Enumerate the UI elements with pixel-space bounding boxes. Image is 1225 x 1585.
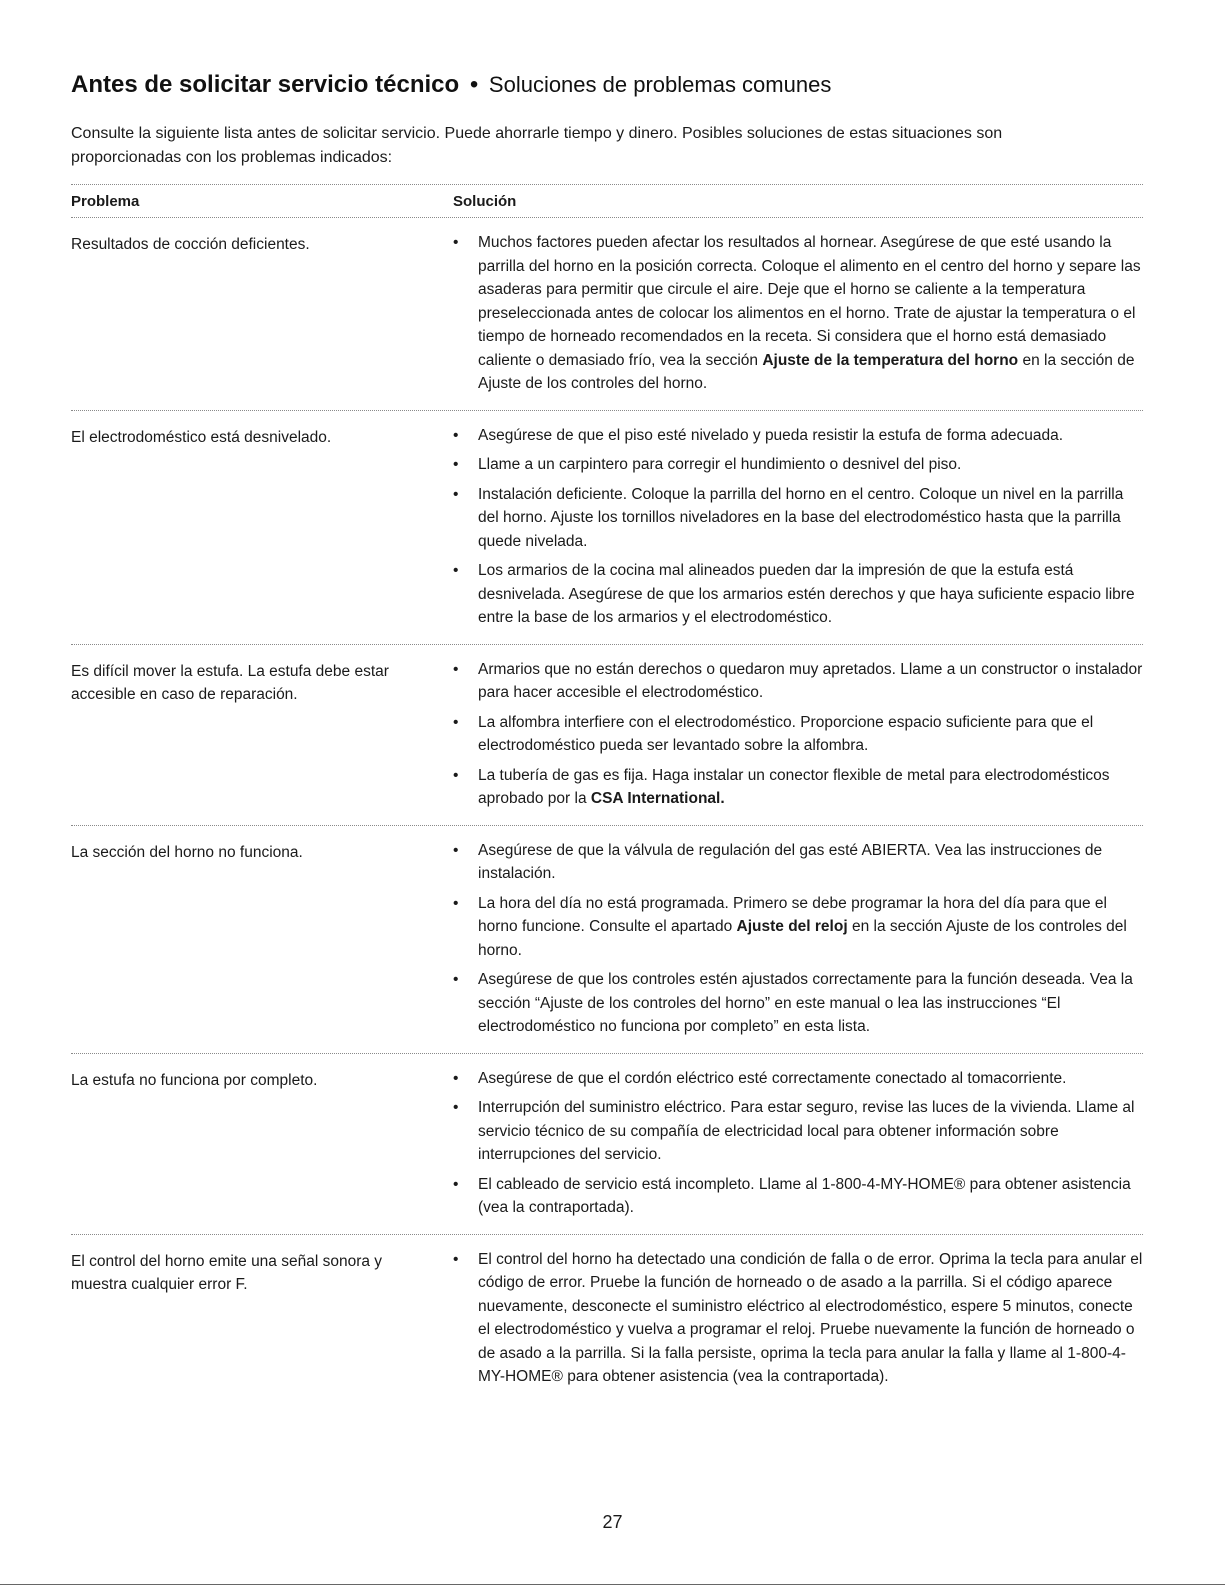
table-row [71,1235,1143,1403]
header-solution: Solución [453,192,517,210]
solution-item [453,231,1143,396]
solution-item [453,764,1143,811]
solution-item [453,658,1143,705]
solution-text: Asegúrese de que la válvula de regulación del gas esté ABIERTA. Vea las instrucciones de instalación. [478,841,1103,882]
solution-cell [453,1248,1143,1395]
solution-text: La tubería de gas es fija. Haga instalar un conector flexible de metal para electrodomésticos aprobado por la [478,766,1110,807]
solution-text: Los armarios de la cocina mal alineados pueden dar la impresión de que la estufa está desnivelada. Asegúrese de que los armarios estén derechos y que haya suficiente espacio libre entre la base de los armarios y el electrodoméstico. [478,562,1135,626]
problem-cell: El control del horno emite una señal sonora y muestra cualquier error F. [71,1252,383,1293]
title-subtitle: Soluciones de problemas comunes [488,72,832,97]
title-main: Antes de solicitar servicio técnico [71,71,460,98]
table-row [71,411,1143,644]
bullet-icon: • [453,841,459,859]
page-content [71,70,1143,1403]
solution-list [453,658,1143,811]
bullet-icon: • [453,1069,459,1087]
solution-item [453,1248,1143,1389]
solution-text: Instalación deficiente. Coloque la parrilla del horno en el centro. Coloque un nivel en la parrilla del horno. Ajuste los tornillos niveladores en la base del electrodoméstico hasta que la parrilla quede nivelada. [478,485,1124,550]
bullet-icon: • [453,234,459,251]
page-title [71,70,1143,100]
solution-item [453,424,1143,448]
bullet-icon: • [453,426,459,444]
solution-text: La hora del día no está programada. Primero se debe programar la hora del día para que el horno funcione. Consulte el apartado [478,894,1107,935]
solution-text: Interrupción del suministro eléctrico. Para estar seguro, revise las luces de la vivienda. Llame al servicio técnico de su compañía de electricidad local para obtener información sobre interrupciones del servicio. [478,1099,1135,1163]
solution-text: La alfombra interfiere con el electrodoméstico. Proporcione espacio suficiente para que el electrodoméstico pueda ser levantado sobre la alfombra. [478,713,1094,754]
solution-item [453,483,1143,554]
table-body [71,218,1143,1403]
solution-item [453,559,1143,630]
bullet-icon: • [453,894,459,912]
solution-text: Muchos factores pueden afectar los resultados al hornear. Asegúrese de que esté usando la parrilla del horno en la posición correcta. Coloque el alimento en el centro del horno y separe las asaderas para permitir que circule el aire. Deje que el horno se caliente a la temperatura preseleccionada antes de colocar los alimentos en el horno. Trate de ajustar la temperatura o el tiempo de horneado recomendados en la receta. Si considera que el horno está demasiado caliente o demasiado frío, vea la sección [478,234,1141,369]
solution-text: Llame a un carpintero para corregir el hundimiento o desnivel del piso. [478,456,962,473]
solution-emphasis: Ajuste del reloj [736,918,848,935]
bullet-icon: • [453,713,459,731]
bullet-icon: • [453,1175,459,1193]
problem-cell: La sección del horno no funciona. [71,843,303,861]
solution-text: en la sección de Ajuste de los controles del horno. [478,351,1135,392]
header-problem: Problema [71,192,140,210]
intro-paragraph: Consulte la siguiente lista antes de solicitar servicio. Puede ahorrarle tiempo y dinero. Posibles soluciones de estas situaciones son proporcionadas con los problemas indicados: [71,125,1003,166]
solution-cell [453,424,1143,636]
solution-item [453,1096,1143,1167]
bullet-icon: • [453,971,459,988]
solution-cell [453,231,1143,402]
solution-list [453,1067,1143,1220]
table-row [71,1054,1143,1234]
problem-cell: Resultados de cocción deficientes. [71,236,310,253]
bullet-icon: • [453,1099,459,1116]
problem-cell: La estufa no funciona por completo. [71,1071,318,1089]
solution-cell [453,658,1143,817]
solution-list [453,839,1143,1039]
bullet-icon: • [453,485,459,503]
title-separator: • [469,71,479,98]
solution-item [453,1067,1143,1091]
page-number: 27 [602,1512,623,1532]
solution-emphasis: Ajuste de la temperatura del horno [762,351,1019,369]
table-header [71,185,1143,217]
solution-text: El cableado de servicio está incompleto. Llame al 1-800-4-MY-HOME® para obtener asistencia (vea la contraportada). [478,1175,1131,1216]
solution-item [453,453,1143,477]
bullet-icon: • [453,766,459,784]
solution-item [453,968,1143,1039]
table-row [71,645,1143,825]
bullet-icon: • [453,660,459,678]
solution-item [453,839,1143,886]
solution-text: Asegúrese de que el piso esté nivelado y pueda resistir la estufa de forma adecuada. [478,426,1064,444]
bullet-icon: • [453,1250,459,1268]
solution-text: Armarios que no están derechos o quedaron muy apretados. Llame a un constructor o instalador para hacer accesible el electrodoméstico. [478,660,1143,701]
problem-cell: El electrodoméstico está desnivelado. [71,428,332,446]
solution-text: en la sección Ajuste de los controles del horno. [478,918,1127,959]
solution-cell [453,839,1143,1045]
solution-text: Asegúrese de que el cordón eléctrico esté correctamente conectado al tomacorriente. [478,1069,1067,1087]
solution-list [453,424,1143,630]
table-row [71,826,1143,1053]
solution-list [453,231,1143,396]
solution-item [453,1173,1143,1220]
solution-list [453,1248,1143,1389]
solution-text: Asegúrese de que los controles estén ajustados correctamente para la función deseada. Vea la sección “Ajuste de los controles del horno” en este manual o lea las instrucciones “El electrodoméstico no funciona por completo” en esta lista. [478,971,1133,1035]
solution-text: El control del horno ha detectado una condición de falla o de error. Oprima la tecla para anular el código de error. Pruebe la función de horneado o de asado a la parrilla. Si el código aparece nuevamente, desconecte el suministro eléctrico al electrodoméstico, espere 5 minutos, conecte el electrodoméstico y vuelva a programar el reloj. Pruebe nuevamente la función de horneado o de asado a la parrilla. Si la falla persiste, oprima la tecla para anular la falla y llame al 1-800-4-MY-HOME® para obtener asistencia (vea la contraportada). [478,1250,1143,1385]
solution-cell [453,1067,1143,1226]
solution-item [453,892,1143,963]
solution-emphasis: CSA International. [590,790,725,807]
bullet-icon: • [453,456,459,473]
problem-cell: Es difícil mover la estufa. La estufa debe estar accesible en caso de reparación. [71,662,389,703]
table-row [71,218,1143,410]
bullet-icon: • [453,562,459,579]
solution-item [453,711,1143,758]
